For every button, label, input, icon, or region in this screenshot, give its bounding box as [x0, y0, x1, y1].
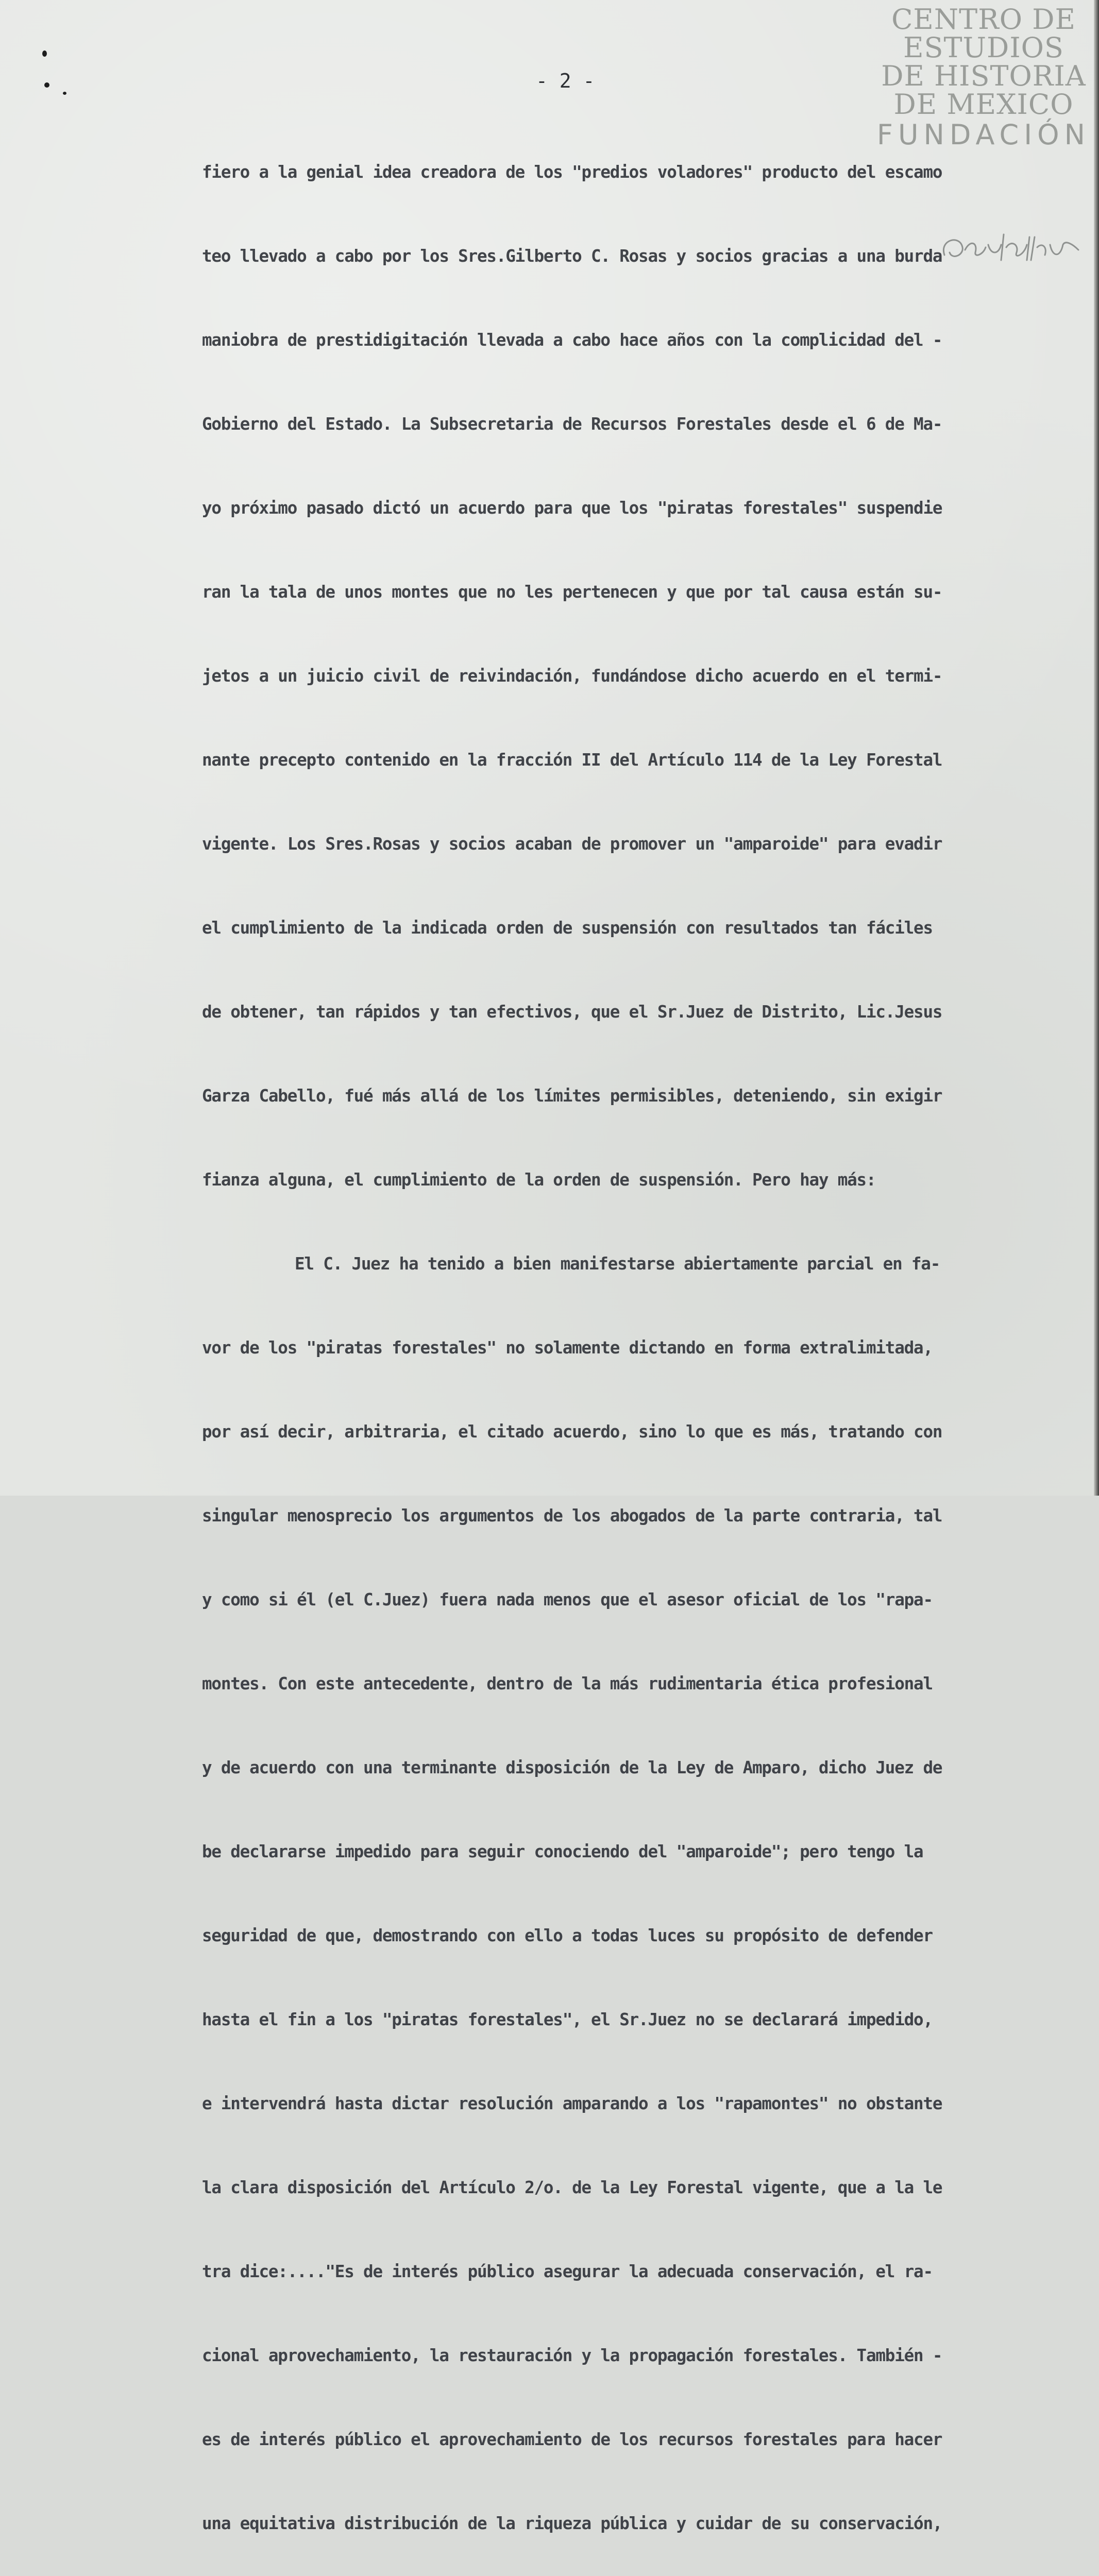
text-line: teo llevado a cabo por los Sres.Gilberto C. Rosas y socios gracias a una burda [202, 246, 942, 266]
text-line: seguridad de que, demostrando con ello a todas luces su propósito de defender [202, 1926, 933, 1945]
text-line: be declararse impedido para seguir conociendo del "amparoide"; pero tengo la [202, 1842, 923, 1861]
text-line: la clara disposición del Artículo 2/o. de la Ley Forestal vigente, que a la le [202, 2178, 942, 2197]
text-line: y como si él (el C.Juez) fuera nada menos que el asesor oficial de los "rapa- [202, 1590, 933, 1609]
text-line: maniobra de prestidigitación llevada a cabo hace años con la complicidad del - [202, 330, 942, 350]
letter-body [202, 111, 1062, 2576]
text-line: vor de los "piratas forestales" no solamente dictando en forma extralimitada, [202, 1338, 933, 1358]
ink-speck [42, 50, 47, 57]
text-line: es de interés público el aprovechamiento de los recursos forestales para hacer [202, 2430, 942, 2449]
text-line: Garza Cabello, fué más allá de los límites permisibles, deteniendo, sin exigir [202, 1086, 942, 1106]
watermark-line-4: DE MEXICO [893, 88, 1074, 121]
text-line: montes. Con este antecedente, dentro de la más rudimentaria ética profesional [202, 1674, 933, 1693]
text-line: jetos a un juicio civil de reivindación, fundándose dicho acuerdo en el termi- [202, 666, 942, 686]
text-line: cional aprovechamiento, la restauración y la propagación forestales. También - [202, 2346, 942, 2365]
watermark-line-3: DE HISTORIA [881, 60, 1086, 93]
text-line: fianza alguna, el cumplimiento de la orden de suspensión. Pero hay más: [202, 1170, 876, 1190]
text-line: vigente. Los Sres.Rosas y socios acaban de promover un "amparoide" para evadir [202, 834, 942, 854]
watermark-line-5: FUNDACIÓN [876, 118, 1091, 151]
page-number: - 2 - [536, 70, 595, 92]
text-line: singular menosprecio los argumentos de los abogados de la parte contraria, tal [202, 1506, 942, 1526]
text-line: tra dice:...."Es de interés público asegurar la adecuada conservación, el ra- [202, 2262, 933, 2281]
ink-speck [63, 92, 66, 95]
text-line: yo próximo pasado dictó un acuerdo para que los "piratas forestales" suspendie [202, 498, 942, 518]
text-line: hasta el fin a los "piratas forestales", el Sr.Juez no se declarará impedido, [202, 2010, 933, 2029]
scan-edge-shadow [1094, 0, 1099, 1496]
watermark-line-2: ESTUDIOS [903, 31, 1064, 64]
watermark-line-1: CENTRO DE [891, 3, 1076, 36]
text-line: el cumplimiento de la indicada orden de suspensión con resultados tan fáciles [202, 918, 933, 938]
text-line: e intervendrá hasta dictar resolución amparando a los "rapamontes" no obstante [202, 2094, 942, 2113]
text-line: de obtener, tan rápidos y tan efectivos, que el Sr.Juez de Distrito, Lic.Jesus [202, 1002, 942, 1022]
text-line-paragraph-start: El C. Juez ha tenido a bien manifestarse abiertamente parcial en fa- [295, 1254, 940, 1274]
text-line: por así decir, arbitraria, el citado acuerdo, sino lo que es más, tratando con [202, 1422, 942, 1442]
text-line: Gobierno del Estado. La Subsecretaria de Recursos Forestales desde el 6 de Ma- [202, 414, 942, 434]
text-line: fiero a la genial idea creadora de los "predios voladores" producto del escamo [202, 162, 942, 182]
text-line: una equitativa distribución de la riqueza pública y cuidar de su conservación, [202, 2514, 942, 2533]
text-line: nante precepto contenido en la fracción II del Artículo 114 de la Ley Forestal [202, 750, 942, 770]
ink-speck [44, 82, 49, 88]
text-line: ran la tala de unos montes que no les pertenecen y que por tal causa están su- [202, 582, 942, 602]
text-line: y de acuerdo con una terminante disposición de la Ley de Amparo, dicho Juez de [202, 1758, 942, 1777]
